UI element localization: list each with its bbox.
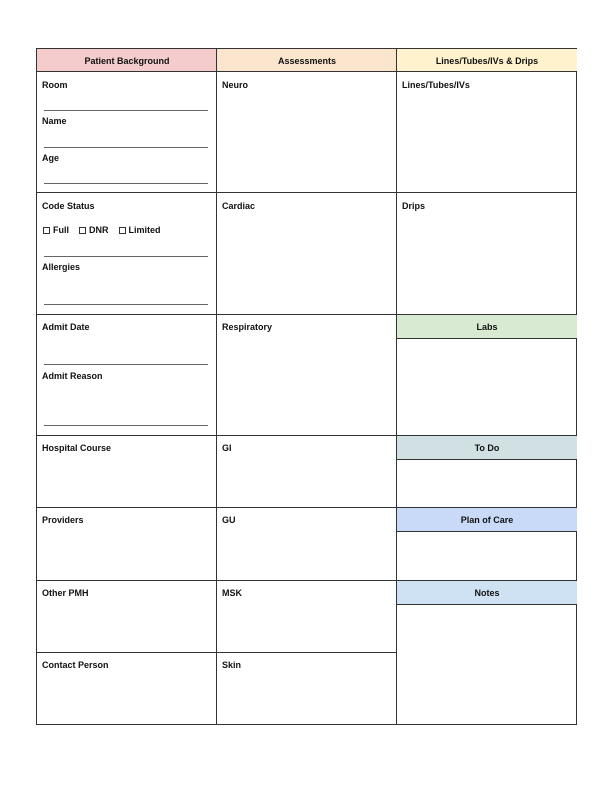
label-drips: Drips: [402, 201, 426, 211]
label-age: Age: [42, 153, 60, 163]
label-skin: Skin: [222, 660, 242, 670]
code-option-label: Full: [53, 225, 69, 235]
checkbox-icon[interactable]: [119, 227, 126, 234]
header-plan-of-care: Plan of Care: [397, 508, 577, 531]
checkbox-icon[interactable]: [43, 227, 50, 234]
label-contact-person: Contact Person: [42, 660, 109, 670]
code-option-limited[interactable]: [119, 225, 161, 235]
admit-date-field[interactable]: [44, 364, 208, 365]
todo-header-bottom: [397, 459, 577, 460]
code-option-label: DNR: [89, 225, 109, 235]
label-neuro: Neuro: [222, 80, 249, 90]
code-option-dnr[interactable]: [79, 225, 109, 235]
patient-report-sheet: [36, 48, 577, 725]
label-other-pmh: Other PMH: [42, 588, 89, 598]
code-option-full[interactable]: [43, 225, 69, 235]
name-field[interactable]: [44, 147, 208, 148]
row-divider-1: [37, 192, 577, 193]
label-cardiac: Cardiac: [222, 201, 256, 211]
label-gi: GI: [222, 443, 232, 453]
label-providers: Providers: [42, 515, 84, 525]
row-divider-header: [37, 71, 577, 72]
label-msk: MSK: [222, 588, 242, 598]
label-room: Room: [42, 80, 68, 90]
allergies-field[interactable]: [44, 304, 208, 305]
label-admit-date: Admit Date: [42, 322, 90, 332]
label-name: Name: [42, 116, 67, 126]
notes-header-bottom: [397, 604, 577, 605]
label-gu: GU: [222, 515, 236, 525]
row-divider-6: [37, 652, 397, 653]
header-patient-background: Patient Background: [37, 49, 217, 72]
plan-header-bottom: [397, 531, 577, 532]
code-status-options: [43, 225, 161, 235]
code-option-label: Limited: [128, 225, 161, 235]
label-code-status: Code Status: [42, 201, 95, 211]
code-status-field[interactable]: [44, 256, 208, 257]
checkbox-icon[interactable]: [79, 227, 86, 234]
label-lines-tubes-ivs: Lines/Tubes/IVs: [402, 80, 470, 90]
header-todo: To Do: [397, 436, 577, 459]
header-notes: Notes: [397, 581, 577, 604]
label-hospital-course: Hospital Course: [42, 443, 112, 453]
admit-reason-field[interactable]: [44, 425, 208, 426]
label-respiratory: Respiratory: [222, 322, 273, 332]
label-allergies: Allergies: [42, 262, 81, 272]
label-admit-reason: Admit Reason: [42, 371, 103, 381]
column-divider-2: [396, 49, 397, 725]
labs-header-bottom: [397, 338, 577, 339]
column-divider-1: [216, 49, 217, 725]
room-field[interactable]: [44, 110, 208, 111]
header-labs: Labs: [397, 315, 577, 338]
header-assessments: Assessments: [217, 49, 397, 72]
header-lines-tubes-ivs-drips: Lines/Tubes/IVs & Drips: [397, 49, 577, 72]
age-field[interactable]: [44, 183, 208, 184]
